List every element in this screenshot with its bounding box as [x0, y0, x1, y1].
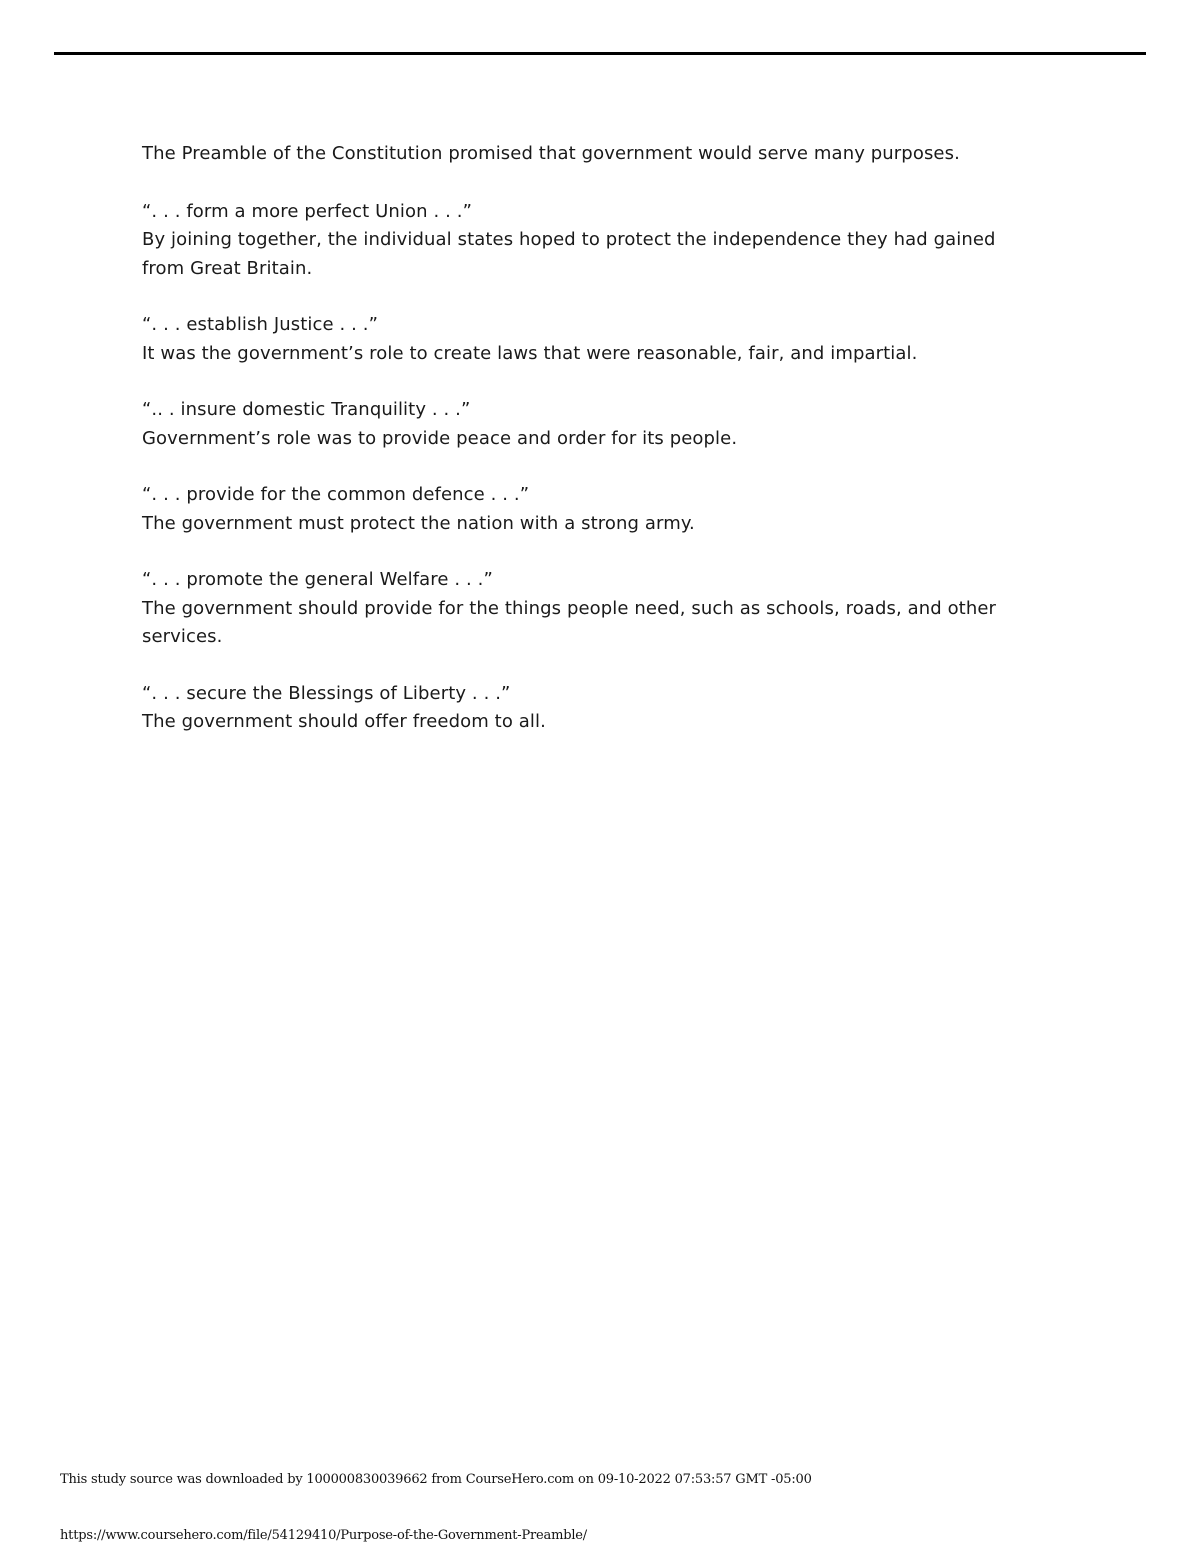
preamble-section-tranquility: [142, 396, 1042, 453]
section-explanation: The government should offer freedom to all.: [142, 711, 546, 732]
section-explanation: It was the government’s role to create laws that were reasonable, fair, and impartial.: [142, 342, 918, 364]
preamble-section-justice: [142, 311, 1042, 368]
preamble-section-union: [142, 198, 1042, 284]
section-explanation: By joining together, the individual states hoped to protect the independence they had gained from Great Britain.: [142, 229, 996, 279]
preamble-section-welfare: [142, 566, 1042, 652]
top-rule: [54, 52, 1146, 55]
section-explanation: Government’s role was to provide peace and order for its people.: [142, 427, 738, 449]
section-quote: “. . . provide for the common defence . . .”: [142, 484, 530, 505]
section-quote: “. . . establish Justice . . .”: [142, 314, 379, 335]
preamble-section-liberty: [142, 680, 1042, 737]
section-explanation: The government must protect the nation with a strong army.: [142, 512, 695, 534]
section-explanation: The government should provide for the things people need, such as schools, roads, and other services.: [142, 597, 997, 647]
footer-url-link[interactable]: https://www.coursehero.com/file/54129410/Purpose-of-the-Government-Preamble/: [60, 1528, 587, 1543]
section-quote: “.. . insure domestic Tranquility . . .”: [142, 399, 471, 420]
document-body: [142, 140, 1042, 765]
section-quote: “. . . secure the Blessings of Liberty . . .”: [142, 682, 511, 704]
section-quote: “. . . form a more perfect Union . . .”: [142, 200, 472, 222]
intro-paragraph: The Preamble of the Constitution promised that government would serve many purposes.: [142, 143, 960, 164]
footer-source-line: This study source was downloaded by 100000830039662 from CourseHero.com on 09-10-2022 07:53:57 GMT -05:00: [60, 1472, 812, 1487]
preamble-section-defence: [142, 481, 1042, 538]
section-quote: “. . . promote the general Welfare . . .”: [142, 569, 493, 590]
